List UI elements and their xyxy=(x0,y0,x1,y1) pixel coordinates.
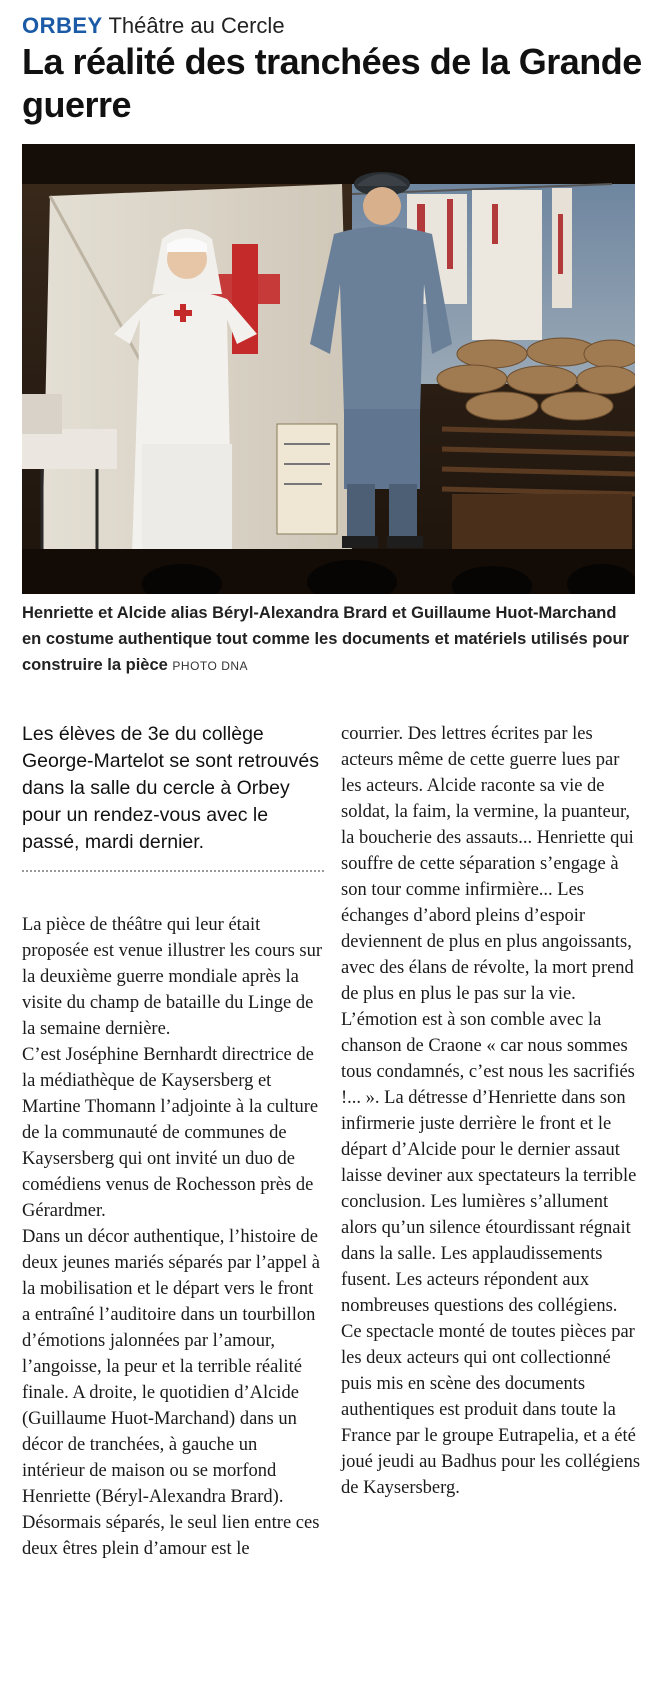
photo-credit: PHOTO DNA xyxy=(172,659,249,673)
article-column-right xyxy=(341,721,643,1501)
caption-text: Henriette et Alcide alias Béryl-Alexandra Brard et Guillaume Huot-Marchand en costume authentique tout comme les documents et matériels utilisés pour construire la pièce xyxy=(22,604,629,674)
paragraph-1: La pièce de théâtre qui leur était proposée est venue illustrer les cours sur la deuxième guerre mondiale après la visite du champ de bataille du Linge de la semaine dernière. xyxy=(22,915,323,1039)
article-column-left xyxy=(22,721,324,1562)
article-intro: Les élèves de 3e du collège George-Martelot se sont retrouvés dans la salle du cercle à Orbey pour un rendez-vous avec le passé, mardi dernier. xyxy=(22,723,319,853)
paragraph-4: L’émotion est à son comble avec la chanson de Craone « car nous sommes tous condamnés, c’est nous les sacrifiés !... ». La détresse d’Henriette dans son infirmerie juste derrière le front et le départ d’Alcide pour le dernier assaut laisse deviner aux spectateurs la terrible conclusion. Les lumières s’allument alors qu’un silence étourdissant régnait dans la salle. Les applaudissements fusent. Les acteurs répondent aux nombreuses questions des collégiens. xyxy=(341,1010,637,1316)
article-photo xyxy=(22,144,635,594)
article-kicker xyxy=(22,13,285,39)
location-label: ORBEY xyxy=(22,13,103,38)
article-headline: La réalité des tranchées de la Grande guerre xyxy=(22,41,642,125)
paragraph-5: Ce spectacle monté de toutes pièces par les deux acteurs qui ont collectionné puis mis en scène des documents authentiques est produit dans toute la France par le groupe Eutrapelia, et a été joué jeudi au Badhus pour les collégiens de Kaysersberg. xyxy=(341,1322,641,1498)
paragraph-2: C’est Joséphine Bernhardt directrice de la médiathèque de Kaysersberg et Martine Thomann l’adjointe à la culture de la communauté de communes de Kaysersberg qui ont invité un duo de comédiens venus de Rochesson près de Gérardmer. xyxy=(22,1045,319,1221)
paragraph-3-start: Dans un décor authentique, l’histoire de deux jeunes mariés séparés par l’appel à la mobilisation et le départ vers le front a entraîné l’auditoire dans un tourbillon d’émotions jalonnées par l’amour, l’angoisse, la peur et la terrible réalité finale. A droite, le quotidien d’Alcide (Guillaume Huot-Marchand) dans un décor de tranchées, à gauche un intérieur de maison ou se morfond Henriette (Béryl-Alexandra Brard). Désormais séparés, le seul lien entre ces deux êtres plein d’amour est le xyxy=(22,1227,320,1559)
photo-caption xyxy=(22,600,632,679)
section-label: Théâtre au Cercle xyxy=(108,13,285,38)
paragraph-3-end: courrier. Des lettres écrites par les acteurs même de cette guerre lues par les acteurs. Alcide raconte sa vie de soldat, la faim, la vermine, la puanteur, la boucherie des assauts... Henriette qui souffre de cette séparation s’engage à son tour comme infirmière... Les échanges d’abord pleins d’espoir deviennent de plus en plus angoissants, avec des élans de révolte, la mort prend de plus en plus le pas sur la vie. xyxy=(341,724,634,1004)
